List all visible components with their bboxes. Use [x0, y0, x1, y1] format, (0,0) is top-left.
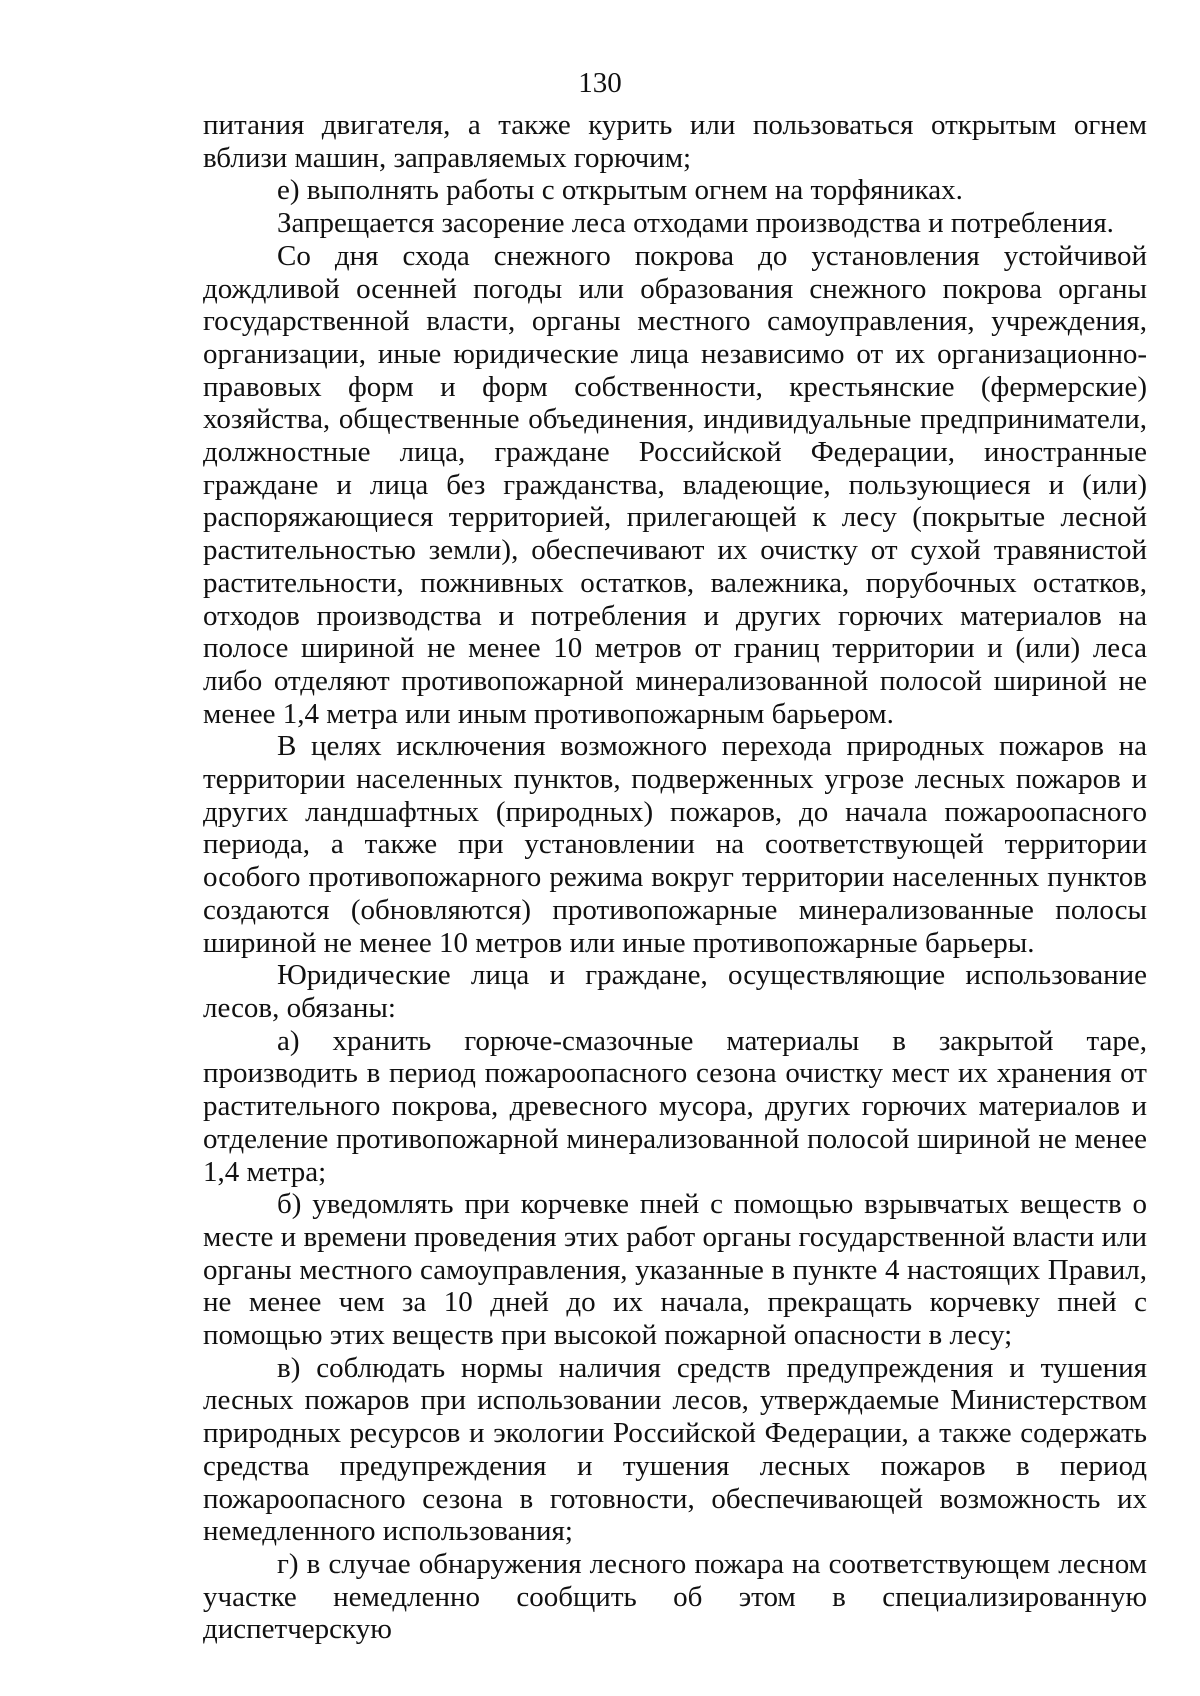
paragraph: Запрещается засорение леса отходами производства и потребления.: [277, 207, 1114, 240]
paragraph: питания двигателя, а также курить или пользоваться открытым огнем вблизи машин, заправляемых горючим;: [203, 109, 1147, 174]
paragraph: в) соблюдать нормы наличия средств предупреждения и тушения лесных пожаров при использовании лесов, утверждаемые Министерством природных ресурсов и экологии Российской Федерации, а также содержать средства предупреждения и тушения лесных пожаров в период пожароопасного сезона в готовности, обеспечивающей возможность их немедленного использования;: [203, 1351, 1147, 1548]
paragraph: Юридические лица и граждане, осуществляющие использование лесов, обязаны:: [203, 959, 1147, 1024]
paragraph: а) хранить горюче-смазочные материалы в закрытой таре, производить в период пожароопасного сезона очистку мест их хранения от растительного покрова, древесного мусора, других горючих материалов и отделение противопожарной минерализованной полосой шириной не менее 1,4 метра;: [203, 1024, 1147, 1188]
document-body: [203, 109, 1147, 1646]
paragraph: б) уведомлять при корчевке пней с помощью взрывчатых веществ о месте и времени проведения этих работ органы государственной власти или органы местного самоуправления, указанные в пункте 4 настоящих Правил, не менее чем за 10 дней до их начала, прекращать корчевку пней с помощью этих веществ при высокой пожарной опасности в лесу;: [203, 1188, 1147, 1352]
paragraph: г) в случае обнаружения лесного пожара на соответствующем лесном участке немедленно сообщить об этом в специализированную диспетчерскую: [203, 1547, 1147, 1646]
paragraph: В целях исключения возможного перехода природных пожаров на территории населенных пунктов, подверженных угрозе лесных пожаров и других ландшафтных (природных) пожаров, до начала пожароопасного периода, а также при установлении на соответствующей территории особого противопожарного режима вокруг территории населенных пунктов создаются (обновляются) противопожарные минерализованные полосы шириной не менее 10 метров или иные противопожарные барьеры.: [203, 730, 1147, 959]
paragraph: е) выполнять работы с открытым огнем на торфяниках.: [277, 174, 963, 207]
paragraph: Со дня схода снежного покрова до установления устойчивой дождливой осенней погоды или образования снежного покрова органы государственной власти, органы местного самоуправления, учреждения, организации, иные юридические лица независимо от их организационно-правовых форм и форм собственности, крестьянские (фермерские) хозяйства, общественные объединения, индивидуальные предприниматели, должностные лица, граждане Российской Федерации, иностранные граждане и лица без гражданства, владеющие, пользующиеся и (или) распоряжающиеся территорией, прилегающей к лесу (покрытые лесной растительностью земли), обеспечивают их очистку от сухой травянистой растительности, пожнивных остатков, валежника, порубочных остатков, отходов производства и потребления и других горючих материалов на полосе шириной не менее 10 метров от границ территории и (или) леса либо отделяют противопожарной минерализованной полосой шириной не менее 1,4 метра или иным противопожарным барьером.: [203, 239, 1147, 730]
page-number: 130: [578, 67, 622, 99]
